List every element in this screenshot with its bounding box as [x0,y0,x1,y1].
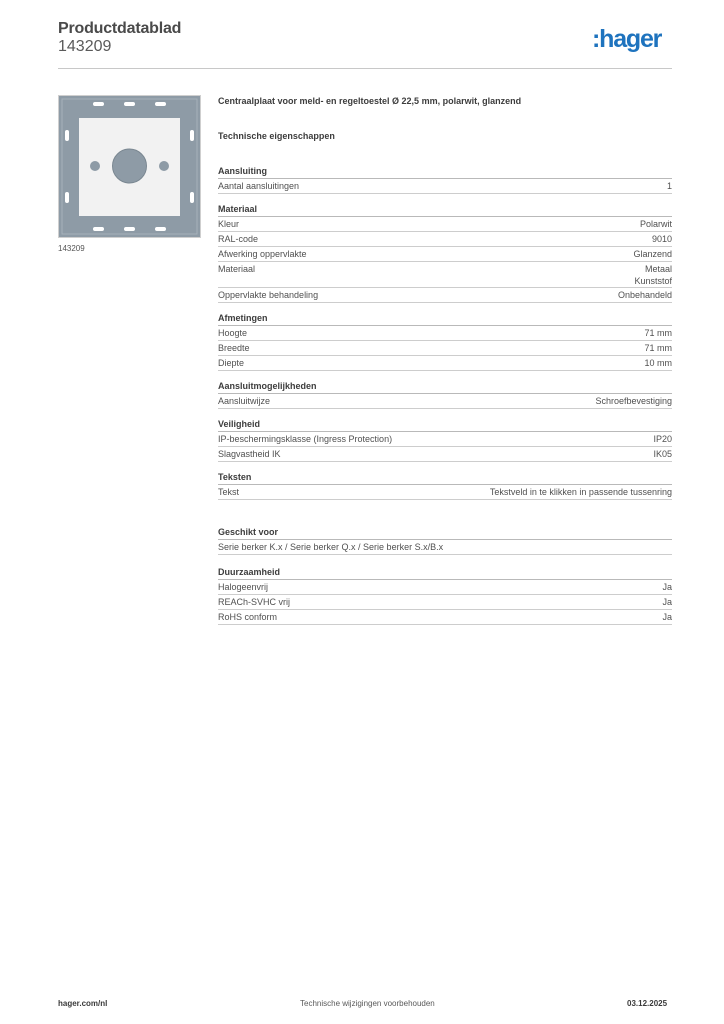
spec-values [490,486,672,498]
spec-row [218,341,672,356]
spec-value: Schroefbevestiging [595,396,672,406]
spec-label: Breedte [218,343,250,353]
spec-value: 9010 [651,234,672,244]
spec-row [218,247,672,262]
spec-section [218,381,672,409]
spec-label: Kleur [218,219,240,229]
screw-hole-right [159,161,169,171]
section-title: Teksten [218,472,672,485]
spec-label: RoHS conform [218,612,278,622]
spec-row [218,179,672,194]
spec-value: 1 [666,181,672,191]
spec-values [662,596,672,608]
section-title: Afmetingen [218,313,672,326]
spec-label: Tekst [218,487,240,497]
footer-date: 03.12.2025 [627,999,668,1008]
spec-section [218,472,672,500]
product-description: Centraalplaat voor meld- en regeltoestel Ø 22,5 mm, polarwit, glanzend [218,96,522,106]
spec-row [218,262,672,288]
spec-label: Slagvastheid IK [218,449,281,459]
spec-label: Aansluitwijze [218,396,271,406]
spec-row [218,288,672,303]
spec-label: Materiaal [218,264,256,274]
spec-value: Onbehandeld [617,290,672,300]
spec-label: Afwerking oppervlakte [218,249,307,259]
header-divider [58,68,672,69]
article-number: 143209 [58,38,112,55]
properties-heading: Technische eigenschappen [218,131,335,141]
section-title: Veiligheid [218,419,672,432]
spec-label: RAL-code [218,234,259,244]
spec-label: Hoogte [218,328,248,338]
spec-table [218,156,672,625]
spec-row [218,326,672,341]
spec-value: Kunststof [634,276,672,286]
spec-row [218,485,672,500]
footer-disclaimer: Technische wijzigingen voorbehouden [300,999,435,1008]
spec-value: Metaal [644,264,672,274]
spec-value: Tekstveld in te klikken in passende tussenring [489,487,672,497]
spec-label: Halogeenvrij [218,582,269,592]
spec-value: Ja [662,582,672,592]
spec-row [218,356,672,371]
spec-row [218,447,672,462]
page-title: Productdatablad [58,20,182,37]
spec-row [218,394,672,409]
spec-value: IP20 [653,434,672,444]
spec-values [667,180,672,192]
spec-section [218,527,672,555]
section-title: Geschikt voor [218,527,672,540]
spec-values [595,395,672,407]
section-title: Duurzaamheid [218,567,672,580]
spec-values [653,433,672,445]
spec-label: Oppervlakte behandeling [218,290,319,300]
spec-values [662,581,672,593]
spec-label: Aantal aansluitingen [218,181,300,191]
section-title: Aansluitmogelijkheden [218,381,672,394]
spec-values [618,289,672,301]
hager-logo: :hager [592,25,662,53]
spec-section [218,204,672,303]
spec-row [218,595,672,610]
spec-values [634,263,672,287]
spec-value: 10 mm [644,358,672,368]
spec-row [218,232,672,247]
spec-section [218,313,672,371]
spec-label: REACh-SVHC vrij [218,597,291,607]
spec-row [218,580,672,595]
spec-value: Glanzend [633,249,672,259]
spec-label: Diepte [218,358,245,368]
spec-section [218,166,672,194]
spec-values [633,248,672,260]
spec-row [218,610,672,625]
spec-row [218,432,672,447]
spec-values [640,218,672,230]
spec-values [662,611,672,623]
spec-values [644,342,672,354]
image-caption: 143209 [58,244,85,253]
spec-value: 71 mm [644,328,672,338]
center-hole [113,149,147,183]
spec-values [653,448,672,460]
spec-value: Ja [662,612,672,622]
section-title: Materiaal [218,204,672,217]
spec-value: Ja [662,597,672,607]
spec-section [218,567,672,625]
product-image [58,95,201,238]
website-link[interactable]: hager.com/nl [58,999,108,1008]
spec-label: IP-beschermingsklasse (Ingress Protection) [218,434,393,444]
section-title: Aansluiting [218,166,672,179]
spec-section [218,419,672,462]
spec-row [218,540,672,555]
cover-plate-illustration [59,96,200,237]
spec-values [652,233,672,245]
spec-value: IK05 [653,449,672,459]
spec-value: 71 mm [644,343,672,353]
spec-values [644,327,672,339]
spec-value: Polarwit [639,219,672,229]
spec-row [218,217,672,232]
screw-hole-left [90,161,100,171]
spec-values [644,357,672,369]
spec-label: Serie berker K.x / Serie berker Q.x / Serie berker S.x/B.x [218,542,444,552]
